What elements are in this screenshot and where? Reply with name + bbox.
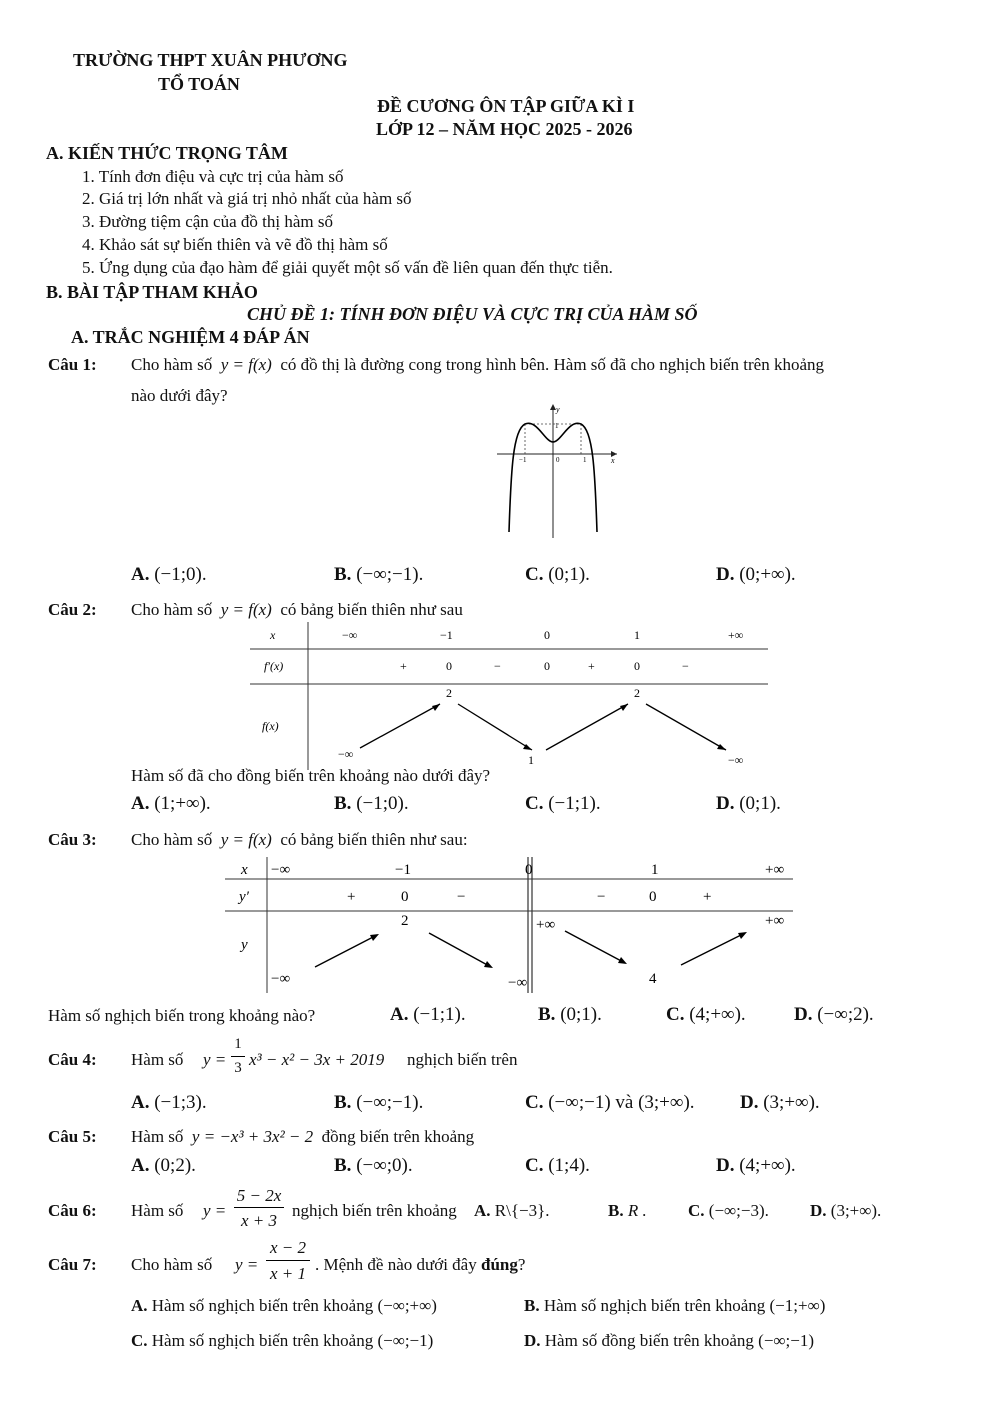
- question-3-option-a[interactable]: A. (−1;1).: [390, 1004, 466, 1025]
- increase-arrow: [315, 935, 377, 967]
- x-value: 1: [651, 862, 659, 878]
- question-3-option-c[interactable]: C. (4;+∞).: [666, 1004, 746, 1025]
- question-5-stem: Hàm số y = −x³ + 3x² − 2 đồng biến trên khoảng: [131, 1127, 475, 1146]
- question-3-option-b[interactable]: B. (0;1).: [538, 1004, 602, 1025]
- question-3-variation-table: [225, 857, 795, 997]
- question-7-fraction-numerator: x − 2: [269, 1238, 307, 1257]
- question-4-stem-post: nghịch biến trên: [407, 1050, 518, 1069]
- x-axis-label: x: [611, 456, 615, 465]
- x-value: +∞: [765, 862, 785, 878]
- question-6-function-lhs: y =: [203, 1201, 227, 1220]
- question-1-function: y = f(x): [220, 355, 272, 374]
- question-4-function-rest: x³ − x² − 3x + 2019: [249, 1050, 385, 1069]
- question-1-graph: [495, 400, 620, 540]
- question-7-option-d[interactable]: D. Hàm số đồng biến trên khoảng (−∞;−1): [524, 1331, 815, 1350]
- question-7-option-c[interactable]: C. Hàm số nghịch biến trên khoảng (−∞;−1): [131, 1331, 434, 1350]
- sign: +: [703, 889, 712, 905]
- decrease-arrow: [429, 933, 491, 967]
- question-4-fraction-denominator: 3: [234, 1060, 242, 1076]
- table-fprime-label: f′(x): [264, 659, 284, 673]
- y-value: +∞: [765, 913, 785, 929]
- x-value: 1: [634, 628, 640, 642]
- f-value: 2: [634, 686, 640, 700]
- increase-arrow: [546, 704, 628, 750]
- sign: 0: [446, 659, 452, 673]
- question-4-function-lhs: y =: [203, 1050, 227, 1069]
- topic-item-4: 4. Khảo sát sự biến thiên và vẽ đồ thị hàm số: [82, 235, 388, 254]
- sign: −: [457, 889, 466, 905]
- school-name: TRƯỜNG THPT XUÂN PHƯƠNG: [73, 50, 348, 70]
- document-title: ĐỀ CƯƠNG ÔN TẬP GIỮA KÌ I: [377, 96, 635, 116]
- f-value: 2: [446, 686, 452, 700]
- question-2-function: y = f(x): [220, 600, 272, 619]
- question-2-option-a[interactable]: A. (1;+∞).: [131, 793, 211, 814]
- x-value: −∞: [342, 628, 358, 642]
- table-y-label: y: [241, 937, 248, 953]
- table-x-label: x: [241, 862, 248, 878]
- sign: −: [682, 659, 689, 673]
- question-5-function: y = −x³ + 3x² − 2: [191, 1127, 314, 1146]
- question-6-stem-post: nghịch biến trên khoảng: [292, 1201, 457, 1220]
- question-1-option-a[interactable]: A. (−1;0).: [131, 564, 207, 585]
- sign: −: [494, 659, 501, 673]
- topic-item-2: 2. Giá trị lớn nhất và giá trị nhỏ nhất của hàm số: [82, 189, 412, 208]
- topic-item-1: 1. Tính đơn điệu và cực trị của hàm số: [82, 167, 344, 186]
- question-4-fraction-numerator: 1: [234, 1036, 242, 1052]
- question-3-option-d[interactable]: D. (−∞;2).: [794, 1004, 874, 1025]
- f-value: −∞: [728, 753, 744, 767]
- y-value: −∞: [271, 971, 291, 987]
- question-6-stem-pre: Hàm số: [131, 1201, 184, 1220]
- question-1-label: Câu 1:: [48, 355, 97, 374]
- section-a-heading: A. KIẾN THỨC TRỌNG TÂM: [46, 143, 288, 163]
- question-2-stem: Cho hàm số y = f(x) có bảng biến thiên như sau: [131, 600, 463, 619]
- question-7-fraction-denominator: x + 1: [269, 1264, 307, 1283]
- question-1-stem-line2: nào dưới đây?: [131, 386, 228, 405]
- topic-heading: CHỦ ĐỀ 1: TÍNH ĐƠN ĐIỆU VÀ CỰC TRỊ CỦA HÀM SỐ: [247, 304, 698, 324]
- part-heading: A. TRẮC NGHIỆM 4 ĐÁP ÁN: [71, 327, 310, 347]
- x-value: −∞: [271, 862, 291, 878]
- y-value: +∞: [536, 917, 556, 933]
- question-5-option-a[interactable]: A. (0;2).: [131, 1155, 196, 1176]
- sign: 0: [634, 659, 640, 673]
- question-5-label: Câu 5:: [48, 1127, 97, 1146]
- question-6-fraction-denominator: x + 3: [240, 1211, 278, 1230]
- x-value: 0: [525, 862, 533, 878]
- question-6-fraction-bar: [234, 1207, 284, 1208]
- question-7-label: Câu 7:: [48, 1255, 97, 1274]
- question-4-option-d[interactable]: D. (3;+∞).: [740, 1092, 820, 1113]
- question-4-option-b[interactable]: B. (−∞;−1).: [334, 1092, 424, 1113]
- tick-label-neg1: −1: [519, 456, 527, 464]
- sign: +: [400, 659, 407, 673]
- question-5-option-d[interactable]: D. (4;+∞).: [716, 1155, 796, 1176]
- decrease-arrow: [458, 704, 532, 750]
- question-4-option-a[interactable]: A. (−1;3).: [131, 1092, 207, 1113]
- document-subtitle: LỚP 12 – NĂM HỌC 2025 - 2026: [376, 119, 633, 139]
- x-value: 0: [544, 628, 550, 642]
- question-6-fraction-numerator: 5 − 2x: [236, 1186, 282, 1205]
- x-value: +∞: [728, 628, 744, 642]
- question-2-label: Câu 2:: [48, 600, 97, 619]
- increase-arrow: [360, 704, 440, 748]
- question-7-function-lhs: y =: [235, 1255, 259, 1274]
- question-1-option-c[interactable]: C. (0;1).: [525, 564, 590, 585]
- question-6-option-a[interactable]: A. R\{−3}.: [474, 1201, 550, 1220]
- question-3-stem: Cho hàm số y = f(x) có bảng biến thiên như sau:: [131, 830, 468, 849]
- question-1-option-d[interactable]: D. (0;+∞).: [716, 564, 796, 585]
- sign: 0: [544, 659, 550, 673]
- topic-item-5: 5. Ứng dụng của đạo hàm để giải quyết một số vấn đề liên quan đến thực tiễn.: [82, 258, 613, 277]
- f-value: 1: [528, 753, 534, 767]
- sign: +: [588, 659, 595, 673]
- sign: +: [347, 889, 356, 905]
- question-2-option-d[interactable]: D. (0;1).: [716, 793, 781, 814]
- y-value: 4: [649, 971, 657, 987]
- f-value: −∞: [338, 747, 354, 761]
- question-4-fraction-bar: [231, 1056, 245, 1057]
- sign: 0: [401, 889, 409, 905]
- question-7-stem-post: . Mệnh đề nào dưới đây đúng?: [315, 1255, 526, 1274]
- tick-label-1: 1: [583, 456, 587, 464]
- sign: −: [597, 889, 606, 905]
- question-7-fraction-bar: [266, 1260, 310, 1261]
- question-3-label: Câu 3:: [48, 830, 97, 849]
- increase-arrow: [681, 933, 745, 965]
- question-4-option-c[interactable]: C. (−∞;−1) và (3;+∞).: [525, 1092, 695, 1113]
- decrease-arrow: [646, 704, 726, 750]
- topic-item-3: 3. Đường tiệm cận của đồ thị hàm số: [82, 212, 333, 231]
- question-6-option-b[interactable]: B. R .: [608, 1201, 647, 1220]
- question-6-option-d[interactable]: D. (3;+∞).: [810, 1201, 882, 1220]
- table-f-label: f(x): [262, 719, 279, 733]
- question-3-function: y = f(x): [220, 830, 272, 849]
- question-6-option-c[interactable]: C. (−∞;−3).: [688, 1201, 769, 1220]
- y-value: 2: [401, 913, 409, 929]
- question-5-option-c[interactable]: C. (1;4).: [525, 1155, 590, 1176]
- table-x-label: x: [270, 628, 276, 642]
- y-axis-label: y: [556, 405, 560, 414]
- x-value: −1: [395, 862, 411, 878]
- y-value: −∞: [508, 975, 528, 991]
- question-3-question: Hàm số nghịch biến trong khoảng nào?: [48, 1006, 316, 1025]
- question-2-option-c[interactable]: C. (−1;1).: [525, 793, 601, 814]
- department-name: TỔ TOÁN: [158, 74, 240, 94]
- x-value: −1: [440, 628, 453, 642]
- question-4-stem-pre: Hàm số: [131, 1050, 184, 1069]
- section-b-heading: B. BÀI TẬP THAM KHẢO: [46, 282, 258, 302]
- question-1-stem: Cho hàm số y = f(x) có đồ thị là đường cong trong hình bên. Hàm số đã cho nghịch biến trên khoảng: [131, 355, 825, 374]
- question-7-stem-pre: Cho hàm số: [131, 1255, 213, 1274]
- table-yprime-label: y′: [239, 889, 249, 905]
- question-1-option-b[interactable]: B. (−∞;−1).: [334, 564, 424, 585]
- question-5-option-b[interactable]: B. (−∞;0).: [334, 1155, 413, 1176]
- question-6-label: Câu 6:: [48, 1201, 97, 1220]
- sign: 0: [649, 889, 657, 905]
- tick-label-0: 0: [556, 456, 560, 464]
- question-7-option-b[interactable]: B. Hàm số nghịch biến trên khoảng (−1;+∞): [524, 1296, 826, 1315]
- decrease-arrow: [565, 931, 625, 963]
- question-2-variation-table: [250, 622, 770, 772]
- tick-label-y1: 1: [555, 422, 559, 430]
- question-7-option-a[interactable]: A. Hàm số nghịch biến trên khoảng (−∞;+∞): [131, 1296, 437, 1315]
- question-2-question: Hàm số đã cho đồng biến trên khoảng nào dưới đây?: [131, 766, 491, 785]
- question-4-label: Câu 4:: [48, 1050, 97, 1069]
- question-2-option-b[interactable]: B. (−1;0).: [334, 793, 409, 814]
